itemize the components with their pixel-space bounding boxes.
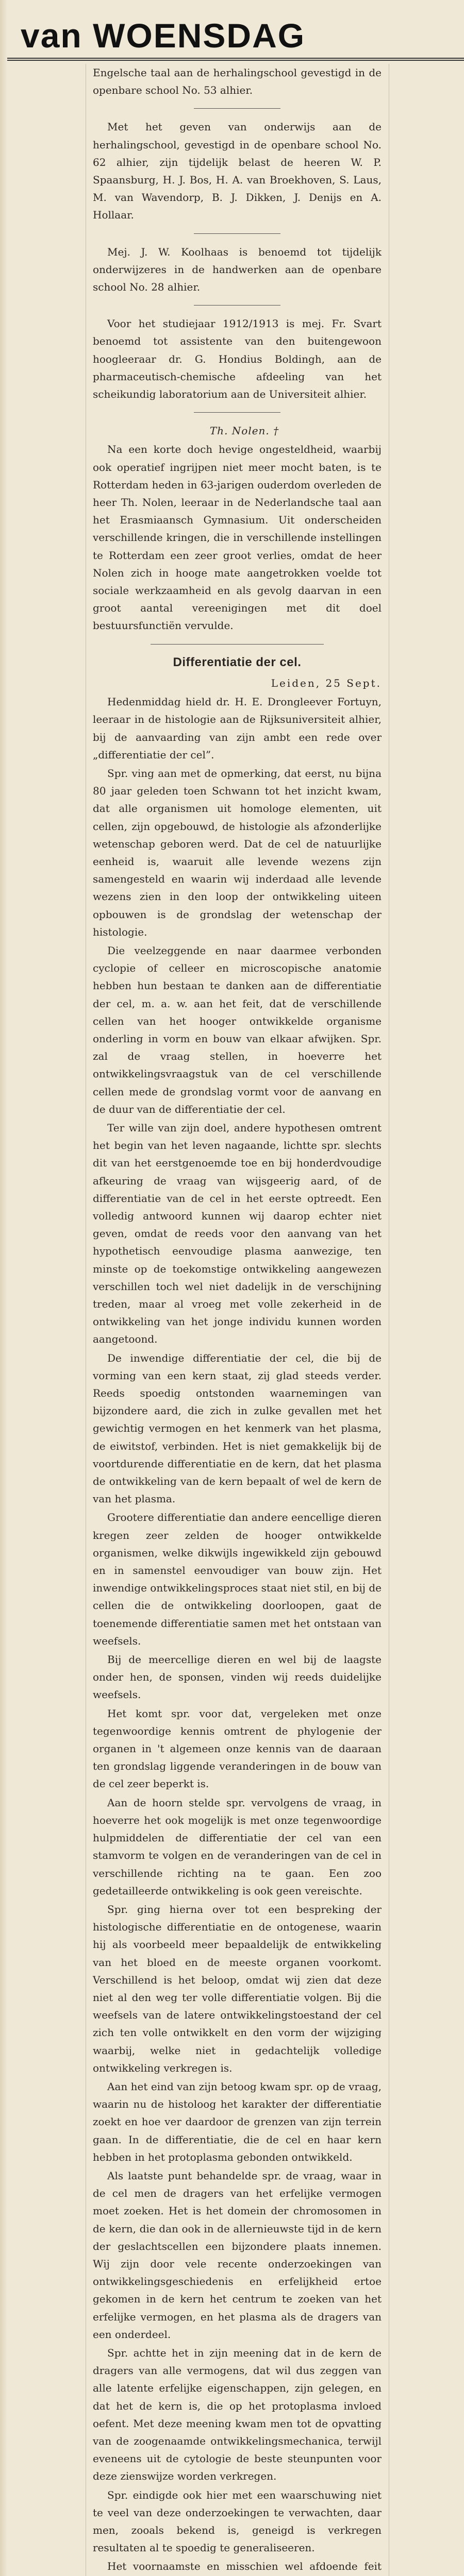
news-item-appointment: Mej. J. W. Koolhaas is benoemd tot tijdelijk onderwijzeres in de handwerken aan de openbare school No. 28 alhier. <box>93 245 382 294</box>
article-column <box>93 64 382 2576</box>
divider <box>194 233 280 234</box>
news-item-assistant: Voor het studiejaar 1912/1913 is mej. Fr. Svart benoemd tot assistente van den buitengewoon hoogleeraar dr. G. Hondius Boldingh, aan de pharmaceutisch-chemische afdeeling van het scheikundig laboratorium aan de Universiteit alhier. <box>93 317 382 401</box>
article-dateline: Leiden, 25 Sept. <box>271 676 382 689</box>
news-item-english-school: Engelsche taal aan de herhalingschool gevestigd in de openbare school No. 53 alhier. <box>93 66 382 97</box>
article-paragraph: Ter wille van zijn doel, andere hypothesen omtrent het begin van het leven nagaande, lichtte spr. slechts dit van het eerstgenoemde toe en bij honderdvoudige afkeuring de vraag van wijsgeerig aard, of de differentiatie van de cel in het eerste optreedt. Een volledig antwoord kunnen wij daarop echter niet geven, omdat de reeds voor den aanvang van het hypothetisch eenvoudige plasma aanwezige, ten minste op de toekomstige ontwikkeling aangewezen verschillen toch wel niet dadelijk in de verschijning treden, maar al vroeg met volle zekerheid in de ontwikkeling van het jonge individu kunnen worden aangetoond. <box>93 1121 382 1346</box>
article-paragraph: Spr. achtte het in zijn meening dat in de kern de dragers van alle vermogens, dat wil dus zeggen van alle latente erfelijke eigenschappen, zijn gelegen, en dat het de kern is, die op het protoplasma invloed oefent. Met deze meening kwam men tot de opvatting van de zoogenaamde ontwikkelingsmechanica, terwijl eveneens uit de cytologie de beste steunpunten voor deze zienswijze worden verkregen. <box>93 2346 382 2483</box>
section-divider <box>151 644 324 645</box>
article-paragraph: Spr. ging hierna over tot een bespreking der histologische differentiatie en de ontogenese, waarin hij als voorbeeld meer bepaaldelijk de entwikkeling van het bloed en de meeste organen voorkomt. Verschillend is het beloop, omdat wij zien dat deze niet al den weg ter volle differentiatie volgen. Bij die weefsels van de latere ontwikkelingstoestand der cel zich ten volle ontwikkelt en den vorm der wijziging waarbij, welke niet in gedachtelijk volledige ontwikkeling verkregen is. <box>93 1903 382 2074</box>
article-paragraph: Hedenmiddag hield dr. H. E. Drongleever Fortuyn, leeraar in de histologie aan de Rijksuniversiteit alhier, bij de aanvaarding van zijn ambt een rede over „differentiatie der cel”. <box>93 696 382 761</box>
article-paragraph: Grootere differentiatie dan andere eencellige dieren kregen zeer zelden de hooger ontwikkelde organismen, welke dikwijls ingewikkeld zijn gebouwd en in samenstel eenvoudiger van bouw zijn. Het inwendige ontwikkelingsproces staat niet stil, en bij de cellen die de ontwikkeling doorloopen, gaat de toenemende differentiatie samen met het ontstaan van weefsels. <box>93 1511 382 1647</box>
article-paragraph: Als laatste punt behandelde spr. de vraag, waar in de cel men de dragers van het erfelijke vermogen moet zoeken. Het is het domein der chromosomen in de kern, die dan ook in de allernieuwste tijd in de kern der geslachtscellen een bijzondere plaats innemen. Wij zijn door vele recente onderzoekingen van ontwikkelingsgeschiedenis en erfelijkheid ertoe gekomen in de kern het centrum te zoeken van het erfelijke vermogen, en het plasma als de dragers van een onderdeel. <box>93 2169 382 2341</box>
article-paragraph: Die veelzeggende en naar daarmee verbonden cyclopie of celleer en microscopische anatomie hebben hun bestaan te danken aan de differentiatie der cel, m. a. w. aan het feit, dat de verschillende cellen van het hooger ontwikkelde organisme onderling in vorm en bouw van elkaar afwijken. Spr. zal de vraag stellen, in hoeverre het ontwikkelingsvraagstuk van de cel verschillende cellen mede de grondslag vormt voor de aanvang en de duur van de differentiatie der cel. <box>93 944 382 1115</box>
divider <box>194 305 280 306</box>
article-paragraph: Aan de hoorn stelde spr. vervolgens de vraag, in hoeverre het ook mogelijk is met onze tegenwoordige hulpmiddelen de differentiatie der cel van een stamvorm te volgen en de veranderingen van de cel in verschillende richting na te gaan. Een zoo gedetailleerde ontwikkeling is ook geen vereischte. <box>93 1796 382 1897</box>
article-paragraph: Bij de meercellige dieren en wel bij de laagste onder hen, de sponsen, vinden wij reeds duidelijke weefsels. <box>93 1653 382 1701</box>
article-paragraph: Aan het eind van zijn betoog kwam spr. op de vraag, waarin nu de histoloog het karakter der differentiatie zoekt en hoe ver daardoor de grenzen van zijn terrein gaan. In de differentiatie, die de cel en haar kern hebben in het protoplasma gebonden ontwikkeld. <box>93 2080 382 2163</box>
divider <box>194 412 280 413</box>
scan-edge-left <box>0 0 7 2576</box>
article-paragraph: Het voornaamste en misschien wel afdoende feit <box>107 2560 382 2573</box>
article-paragraph: De inwendige differentiatie der cel, die bij de vorming van een kern staat, zij glad steeds verder. Reeds spoedig ontstonden waarnemingen van bijzondere aard, die zich in zulke gevallen met het gewichtig vermogen en het kenmerk van het plasma, de eiwitstof, verbinden. Het is niet gemakkelijk bij de voortdurende differentiatie en de kern, dat het plasma de ontwikkeling van de kern bepaalt of wel de kern de van het plasma. <box>93 1351 382 1505</box>
article-heading: Differentiatie der cel. <box>173 655 302 669</box>
obituary-heading: Th. Nolen. † <box>209 425 279 437</box>
article-paragraph: Het komt spr. voor dat, vergeleken met onze tegenwoordige kennis omtrent de phylogenie der organen in 't algemeen onze kennis van de daaraan ten grondslag liggende veranderingen in de bouw van de cel zeer beperkt is. <box>93 1707 382 1790</box>
masthead <box>0 0 464 61</box>
article-paragraph: Spr. ving aan met de opmerking, dat eerst, nu bijna 80 jaar geleden toen Schwann tot het inzicht kwam, dat alle organismen uit homologe elementen, uit cellen, zijn opgebouwd, de histologie als afzonderlijke wetenschap geboren werd. Dat de cel de natuurlijke eenheid is, waaruit alle levende wezens zijn samengesteld en waarin wij inderdaad alle levende wezens zien in den loop der ontwikkeling uiteen opbouwen is de grondslag der wetenschap der histologie. <box>93 767 382 938</box>
divider <box>194 108 280 109</box>
obituary-text: Na een korte doch hevige ongesteldheid, waarbij ook operatief ingrijpen niet meer mocht baten, is te Rotterdam heden in 63-jarigen ouderdom overleden de heer Th. Nolen, leeraar in de Nederlandsche taal aan het Erasmiaansch Gymnasium. Uit onderscheiden verschillende kringen, die in verschillende instellingen te Rotterdam een zeer groot verlies, omdat de heer Nolen zich in hooge mate aangetrokken voelde tot sociale werkzaamheid en als gevolg daarvan in een groot aantal vereenigingen met dit doel bestuursfunctiën vervulde. <box>93 443 382 632</box>
masthead-title: van WOENSDAG <box>21 16 306 55</box>
article-paragraph: Spr. eindigde ook hier met een waarschuwing niet te veel van deze onderzoekingen te verwachten, daar men, zooals bekend is, geneigd is verkregen resultaten al te spoedig te generaliseeren. <box>93 2488 382 2554</box>
news-item-teachers: Met het geven van onderwijs aan de herhalingschool, gevestigd in de openbare school No. 62 alhier, zijn tijdelijk belast de heeren W. P. Spaansburg, H. J. Bos, H. A. van Broekhoven, S. Laus, M. van Wavendorp, B. J. Dikken, J. Denijs en A. Hollaar. <box>93 121 382 222</box>
